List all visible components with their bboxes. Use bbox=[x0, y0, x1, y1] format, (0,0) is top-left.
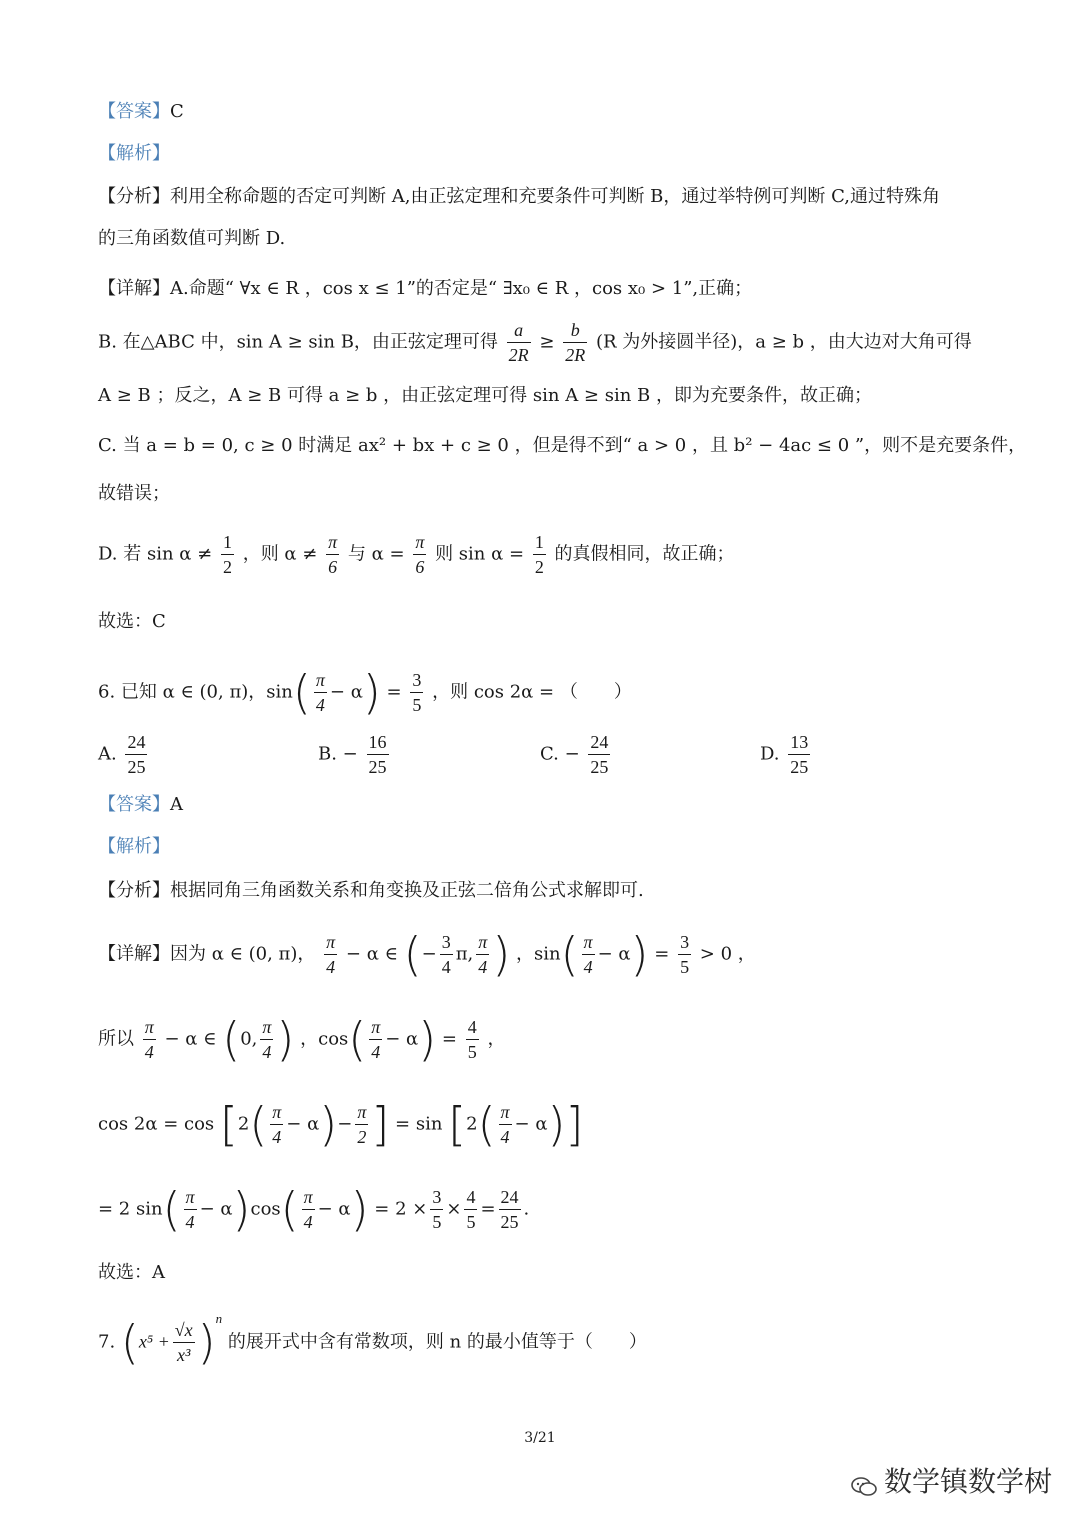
q6-detail-step2 bbox=[98, 1012, 1000, 1067]
option-a-label: A. bbox=[98, 743, 117, 765]
frac-num: √x bbox=[173, 1318, 195, 1343]
s3-d: − bbox=[337, 1113, 353, 1135]
q7-tail: 的展开式中含有常数项，则 n 的最小值等于（ ） bbox=[227, 1331, 647, 1353]
q6-fenxi-line bbox=[98, 878, 1000, 904]
frac-num: π bbox=[499, 1100, 512, 1125]
b-ge: ≥ bbox=[539, 331, 555, 353]
s1-b: − α ∈ bbox=[345, 943, 398, 965]
q6-stem-eq: = bbox=[386, 681, 402, 703]
frac-num: π bbox=[355, 1100, 368, 1125]
right-paren: ) bbox=[319, 1097, 338, 1152]
choose-text: 故选：A bbox=[98, 1262, 165, 1283]
q5-detail-a bbox=[98, 276, 1000, 302]
option-c-label: C. − bbox=[540, 743, 580, 765]
frac-den: 2R bbox=[508, 345, 529, 365]
right-bracket: ] bbox=[565, 1097, 584, 1152]
q6-detail-step3 bbox=[98, 1097, 1000, 1152]
d-p1: D. 若 sin α ≠ bbox=[98, 543, 213, 565]
frac-den: 4 bbox=[500, 1127, 510, 1147]
frac-den: 5 bbox=[466, 1212, 476, 1232]
frac-den: 4 bbox=[272, 1127, 282, 1147]
fraction-pi-over-4-c bbox=[582, 930, 595, 979]
s4-a: = 2 sin bbox=[98, 1198, 163, 1220]
s1-f: − α bbox=[597, 943, 631, 965]
s4-d: − α bbox=[317, 1198, 351, 1220]
fraction-pi-over-6 bbox=[326, 530, 339, 579]
left-paren: ( bbox=[560, 927, 579, 982]
s2-g: ， bbox=[487, 1028, 506, 1050]
option-a-fraction bbox=[125, 730, 147, 779]
frac-den: 4 bbox=[185, 1212, 195, 1232]
right-paren: ) bbox=[547, 1097, 566, 1152]
fenxi-tag: 【分析】 bbox=[98, 186, 170, 207]
left-bracket: [ bbox=[448, 1097, 467, 1152]
s4-f: × bbox=[446, 1198, 462, 1220]
frac-den: 4 bbox=[326, 957, 336, 977]
fraction-pi-over-4 bbox=[143, 1015, 156, 1064]
frac-den: 5 bbox=[432, 1212, 442, 1232]
left-paren: ( bbox=[120, 1315, 139, 1370]
frac-den: 6 bbox=[328, 557, 338, 577]
s2-d: ，cos bbox=[300, 1028, 349, 1050]
frac-den: 5 bbox=[680, 957, 690, 977]
left-paren: ( bbox=[477, 1097, 496, 1152]
right-paren: ) bbox=[350, 1182, 369, 1237]
q5-choose bbox=[98, 609, 1000, 635]
frac-den: 4 bbox=[371, 1042, 381, 1062]
frac-den: 4 bbox=[315, 695, 325, 715]
q6-detail-step4 bbox=[98, 1182, 1000, 1237]
frac-den: 2 bbox=[534, 557, 544, 577]
fraction-b-over-2r bbox=[563, 318, 587, 367]
frac-num: π bbox=[582, 930, 595, 955]
q6-answer-line bbox=[98, 792, 1000, 818]
s3-e: = sin bbox=[395, 1113, 443, 1135]
s4-b: − α bbox=[199, 1198, 233, 1220]
frac-den: 2 bbox=[222, 557, 232, 577]
frac-den: 4 bbox=[583, 957, 593, 977]
fraction-pi-over-4-b bbox=[260, 1015, 273, 1064]
q6-stem-p3: ，则 cos 2α = （ ） bbox=[432, 681, 632, 703]
left-paren: ( bbox=[292, 665, 311, 720]
frac-den: 5 bbox=[467, 1042, 477, 1062]
answer-value: C bbox=[170, 101, 184, 122]
right-paren: ) bbox=[362, 665, 381, 720]
frac-num: 1 bbox=[533, 530, 546, 555]
detail-tag: 【详解】 bbox=[98, 943, 170, 965]
frac-num: π bbox=[324, 930, 337, 955]
fraction-pi-over-2 bbox=[355, 1100, 368, 1149]
s4-h: . bbox=[523, 1198, 530, 1220]
s2-c: 0, bbox=[240, 1028, 258, 1050]
b-line2-text: A ≥ B ；反之，A ≥ B 可得 a ≥ b ，由正弦定理可得 sin A ≥ sin B ，即为充要条件，故正确； bbox=[98, 385, 872, 406]
q5-detail-c-line2 bbox=[98, 481, 1000, 507]
fenxi-tag: 【分析】 bbox=[98, 880, 170, 901]
frac-num: π bbox=[314, 668, 327, 693]
frac-num: π bbox=[476, 930, 489, 955]
option-c-fraction bbox=[588, 730, 610, 779]
s2-e: − α bbox=[385, 1028, 419, 1050]
c-line2-text: 故错误； bbox=[98, 483, 170, 504]
s3-c: − α bbox=[286, 1113, 320, 1135]
frac-num: 24 bbox=[588, 730, 610, 755]
frac-num: b bbox=[563, 318, 587, 343]
fraction-pi-over-4-b bbox=[476, 930, 489, 979]
watermark-text: 数学镇数学树 bbox=[884, 1465, 1053, 1498]
q6-stem bbox=[98, 665, 1000, 720]
fraction-one-half bbox=[221, 530, 234, 579]
frac-den: 4 bbox=[478, 957, 488, 977]
frac-num: 16 bbox=[367, 730, 389, 755]
q7-label: 7. bbox=[98, 1331, 116, 1353]
right-paren: ) bbox=[630, 927, 649, 982]
fraction-3-over-5 bbox=[410, 668, 423, 717]
fraction-3-over-4 bbox=[440, 930, 453, 979]
q5-detail-d bbox=[98, 530, 1000, 579]
q7-expr-a: x⁵ + bbox=[138, 1331, 170, 1352]
fenxi-text: 根据同角三角函数关系和角变换及正弦二倍角公式求解即可. bbox=[170, 880, 644, 901]
option-c[interactable] bbox=[540, 730, 613, 779]
frac-num: 4 bbox=[466, 1015, 479, 1040]
fenxi-text: 利用全称命题的否定可判断 A,由正弦定理和充要条件可判断 B，通过举特例可判断 C,通过特殊角 bbox=[170, 186, 940, 207]
fraction-pi-over-4 bbox=[184, 1185, 197, 1234]
frac-den: 25 bbox=[368, 757, 387, 777]
s4-g: = bbox=[480, 1198, 496, 1220]
frac-den: 25 bbox=[127, 757, 146, 777]
d-p2: ，则 α ≠ bbox=[242, 543, 318, 565]
frac-den: 25 bbox=[500, 1212, 519, 1232]
frac-num: 24 bbox=[125, 730, 147, 755]
frac-num: π bbox=[413, 530, 426, 555]
frac-num: 3 bbox=[440, 930, 453, 955]
d-p4: 则 sin α = bbox=[435, 543, 525, 565]
fraction-sqrtx-over-x3 bbox=[173, 1318, 195, 1367]
s1-a: 因为 α ∈ (0, π)， bbox=[170, 943, 316, 965]
left-paren: ( bbox=[249, 1097, 268, 1152]
q6-stem-p2: − α bbox=[329, 681, 363, 703]
q5-fenxi-line1 bbox=[98, 184, 1000, 210]
frac-num: 1 bbox=[221, 530, 234, 555]
fraction-3-over-5 bbox=[430, 1185, 443, 1234]
left-paren: ( bbox=[162, 1182, 181, 1237]
s3-a: cos 2α = cos bbox=[98, 1113, 215, 1135]
q5-detail-b-line2 bbox=[98, 383, 1000, 409]
frac-num: π bbox=[270, 1100, 283, 1125]
watermark bbox=[850, 1460, 1052, 1500]
fraction-24-over-25 bbox=[499, 1185, 521, 1234]
s3-g: − α bbox=[514, 1113, 548, 1135]
answer-value: A bbox=[170, 794, 183, 815]
b-prefix: B. 在△ABC 中，sin A ≥ sin B，由正弦定理可得 bbox=[98, 331, 498, 353]
frac-den: 4 bbox=[144, 1042, 154, 1062]
option-d[interactable] bbox=[760, 730, 813, 779]
s2-f: = bbox=[441, 1028, 457, 1050]
answer-tag: 【答案】 bbox=[98, 101, 170, 122]
option-b[interactable] bbox=[318, 730, 392, 779]
fraction-pi-over-4 bbox=[314, 668, 327, 717]
s1-g: = bbox=[654, 943, 670, 965]
fraction-pi-over-4-b bbox=[499, 1100, 512, 1149]
fraction-pi-over-4 bbox=[324, 930, 337, 979]
left-bracket: [ bbox=[219, 1097, 238, 1152]
option-d-label: D. bbox=[760, 743, 780, 765]
option-d-fraction bbox=[788, 730, 810, 779]
frac-num: 3 bbox=[430, 1185, 443, 1210]
s1-e: ，sin bbox=[516, 943, 561, 965]
q6-analysis-line bbox=[98, 834, 1000, 860]
fraction-4-over-5 bbox=[464, 1185, 477, 1234]
frac-num: 24 bbox=[499, 1185, 521, 1210]
frac-den: x³ bbox=[177, 1345, 191, 1365]
fraction-pi-over-4-b bbox=[302, 1185, 315, 1234]
b-suffix: (R 为外接圆半径)，a ≥ b ，由大边对大角可得 bbox=[595, 331, 972, 353]
analysis-tag: 【解析】 bbox=[98, 143, 170, 164]
q5-fenxi-line2 bbox=[98, 226, 1000, 252]
frac-den: 2 bbox=[357, 1127, 367, 1147]
right-bracket: ] bbox=[371, 1097, 390, 1152]
fraction-3-over-5 bbox=[678, 930, 691, 979]
right-paren: ) bbox=[232, 1182, 251, 1237]
frac-den: 25 bbox=[590, 757, 609, 777]
s1-h: > 0 ， bbox=[699, 943, 756, 965]
frac-num: π bbox=[369, 1015, 382, 1040]
s4-e: = 2 × bbox=[374, 1198, 428, 1220]
s2-a: 所以 bbox=[98, 1028, 134, 1050]
frac-num: π bbox=[260, 1015, 273, 1040]
frac-num: π bbox=[302, 1185, 315, 1210]
fraction-a-over-2r bbox=[507, 318, 531, 367]
frac-num: 3 bbox=[410, 668, 423, 693]
frac-den: 5 bbox=[412, 695, 422, 715]
detail-tag: 【详解】 bbox=[98, 278, 170, 299]
d-p3: 与 α = bbox=[347, 543, 405, 565]
page-number: 3/21 bbox=[524, 1430, 556, 1446]
s3-f: 2 bbox=[466, 1113, 478, 1135]
right-paren: ) bbox=[492, 927, 511, 982]
left-paren: ( bbox=[222, 1012, 241, 1067]
fraction-4-over-5 bbox=[466, 1015, 479, 1064]
analysis-tag: 【解析】 bbox=[98, 836, 170, 857]
answer-tag: 【答案】 bbox=[98, 794, 170, 815]
left-paren: ( bbox=[348, 1012, 367, 1067]
right-paren: ) bbox=[276, 1012, 295, 1067]
frac-den: 4 bbox=[441, 957, 451, 977]
q5-detail-c-line1 bbox=[98, 433, 1027, 459]
fraction-pi-over-6-b bbox=[413, 530, 426, 579]
frac-den: 4 bbox=[303, 1212, 313, 1232]
frac-den: 4 bbox=[262, 1042, 272, 1062]
q5-detail-b-line1 bbox=[98, 318, 1000, 367]
s4-c: cos bbox=[250, 1198, 281, 1220]
q6-stem-p1: 6. 已知 α ∈ (0, π)，sin bbox=[98, 681, 293, 703]
frac-den: 6 bbox=[415, 557, 425, 577]
option-a[interactable] bbox=[98, 730, 150, 779]
left-paren: ( bbox=[403, 927, 422, 982]
c-line1-text: C. 当 a = b = 0, c ≥ 0 时满足 ax² + bx + c ≥ 0 ，但是得不到“ a > 0 ，且 b² − 4ac ≤ 0 ”，则不是充要条件， bbox=[98, 435, 1027, 456]
fenxi-text-2: 的三角函数值可判断 D. bbox=[98, 228, 286, 249]
left-paren: ( bbox=[280, 1182, 299, 1237]
frac-num: a bbox=[507, 318, 531, 343]
s1-d: π, bbox=[455, 943, 474, 965]
frac-num: π bbox=[184, 1185, 197, 1210]
s1-c: − bbox=[421, 943, 437, 965]
q7-stem bbox=[98, 1310, 1000, 1370]
option-b-label: B. − bbox=[318, 743, 358, 765]
fraction-pi-over-4-c bbox=[369, 1015, 382, 1064]
q5-answer-line bbox=[98, 99, 1000, 125]
q7-exponent: n bbox=[215, 1310, 223, 1326]
detail-a-text: A.命题“ ∀x ∈ R ，cos x ≤ 1”的否定是“ ∃x₀ ∈ R ，cos x₀ > 1”,正确； bbox=[170, 278, 753, 299]
choose-text: 故选：C bbox=[98, 611, 166, 632]
d-p5: 的真假相同，故正确； bbox=[554, 543, 735, 565]
frac-num: 4 bbox=[464, 1185, 477, 1210]
s2-b: − α ∈ bbox=[164, 1028, 217, 1050]
q5-analysis-line bbox=[98, 141, 1000, 167]
fraction-one-half-b bbox=[533, 530, 546, 579]
frac-num: 3 bbox=[678, 930, 691, 955]
frac-den: 2R bbox=[565, 345, 586, 365]
option-b-fraction bbox=[367, 730, 389, 779]
q6-choose bbox=[98, 1260, 1000, 1286]
right-paren: ) bbox=[418, 1012, 437, 1067]
frac-num: π bbox=[326, 530, 339, 555]
right-paren: ) bbox=[197, 1315, 216, 1370]
frac-den: 25 bbox=[790, 757, 809, 777]
q6-detail-step1 bbox=[98, 927, 1000, 982]
wechat-icon bbox=[850, 1472, 878, 1494]
fraction-pi-over-4 bbox=[270, 1100, 283, 1149]
frac-num: 13 bbox=[788, 730, 810, 755]
s3-b: 2 bbox=[237, 1113, 250, 1135]
frac-num: π bbox=[143, 1015, 156, 1040]
